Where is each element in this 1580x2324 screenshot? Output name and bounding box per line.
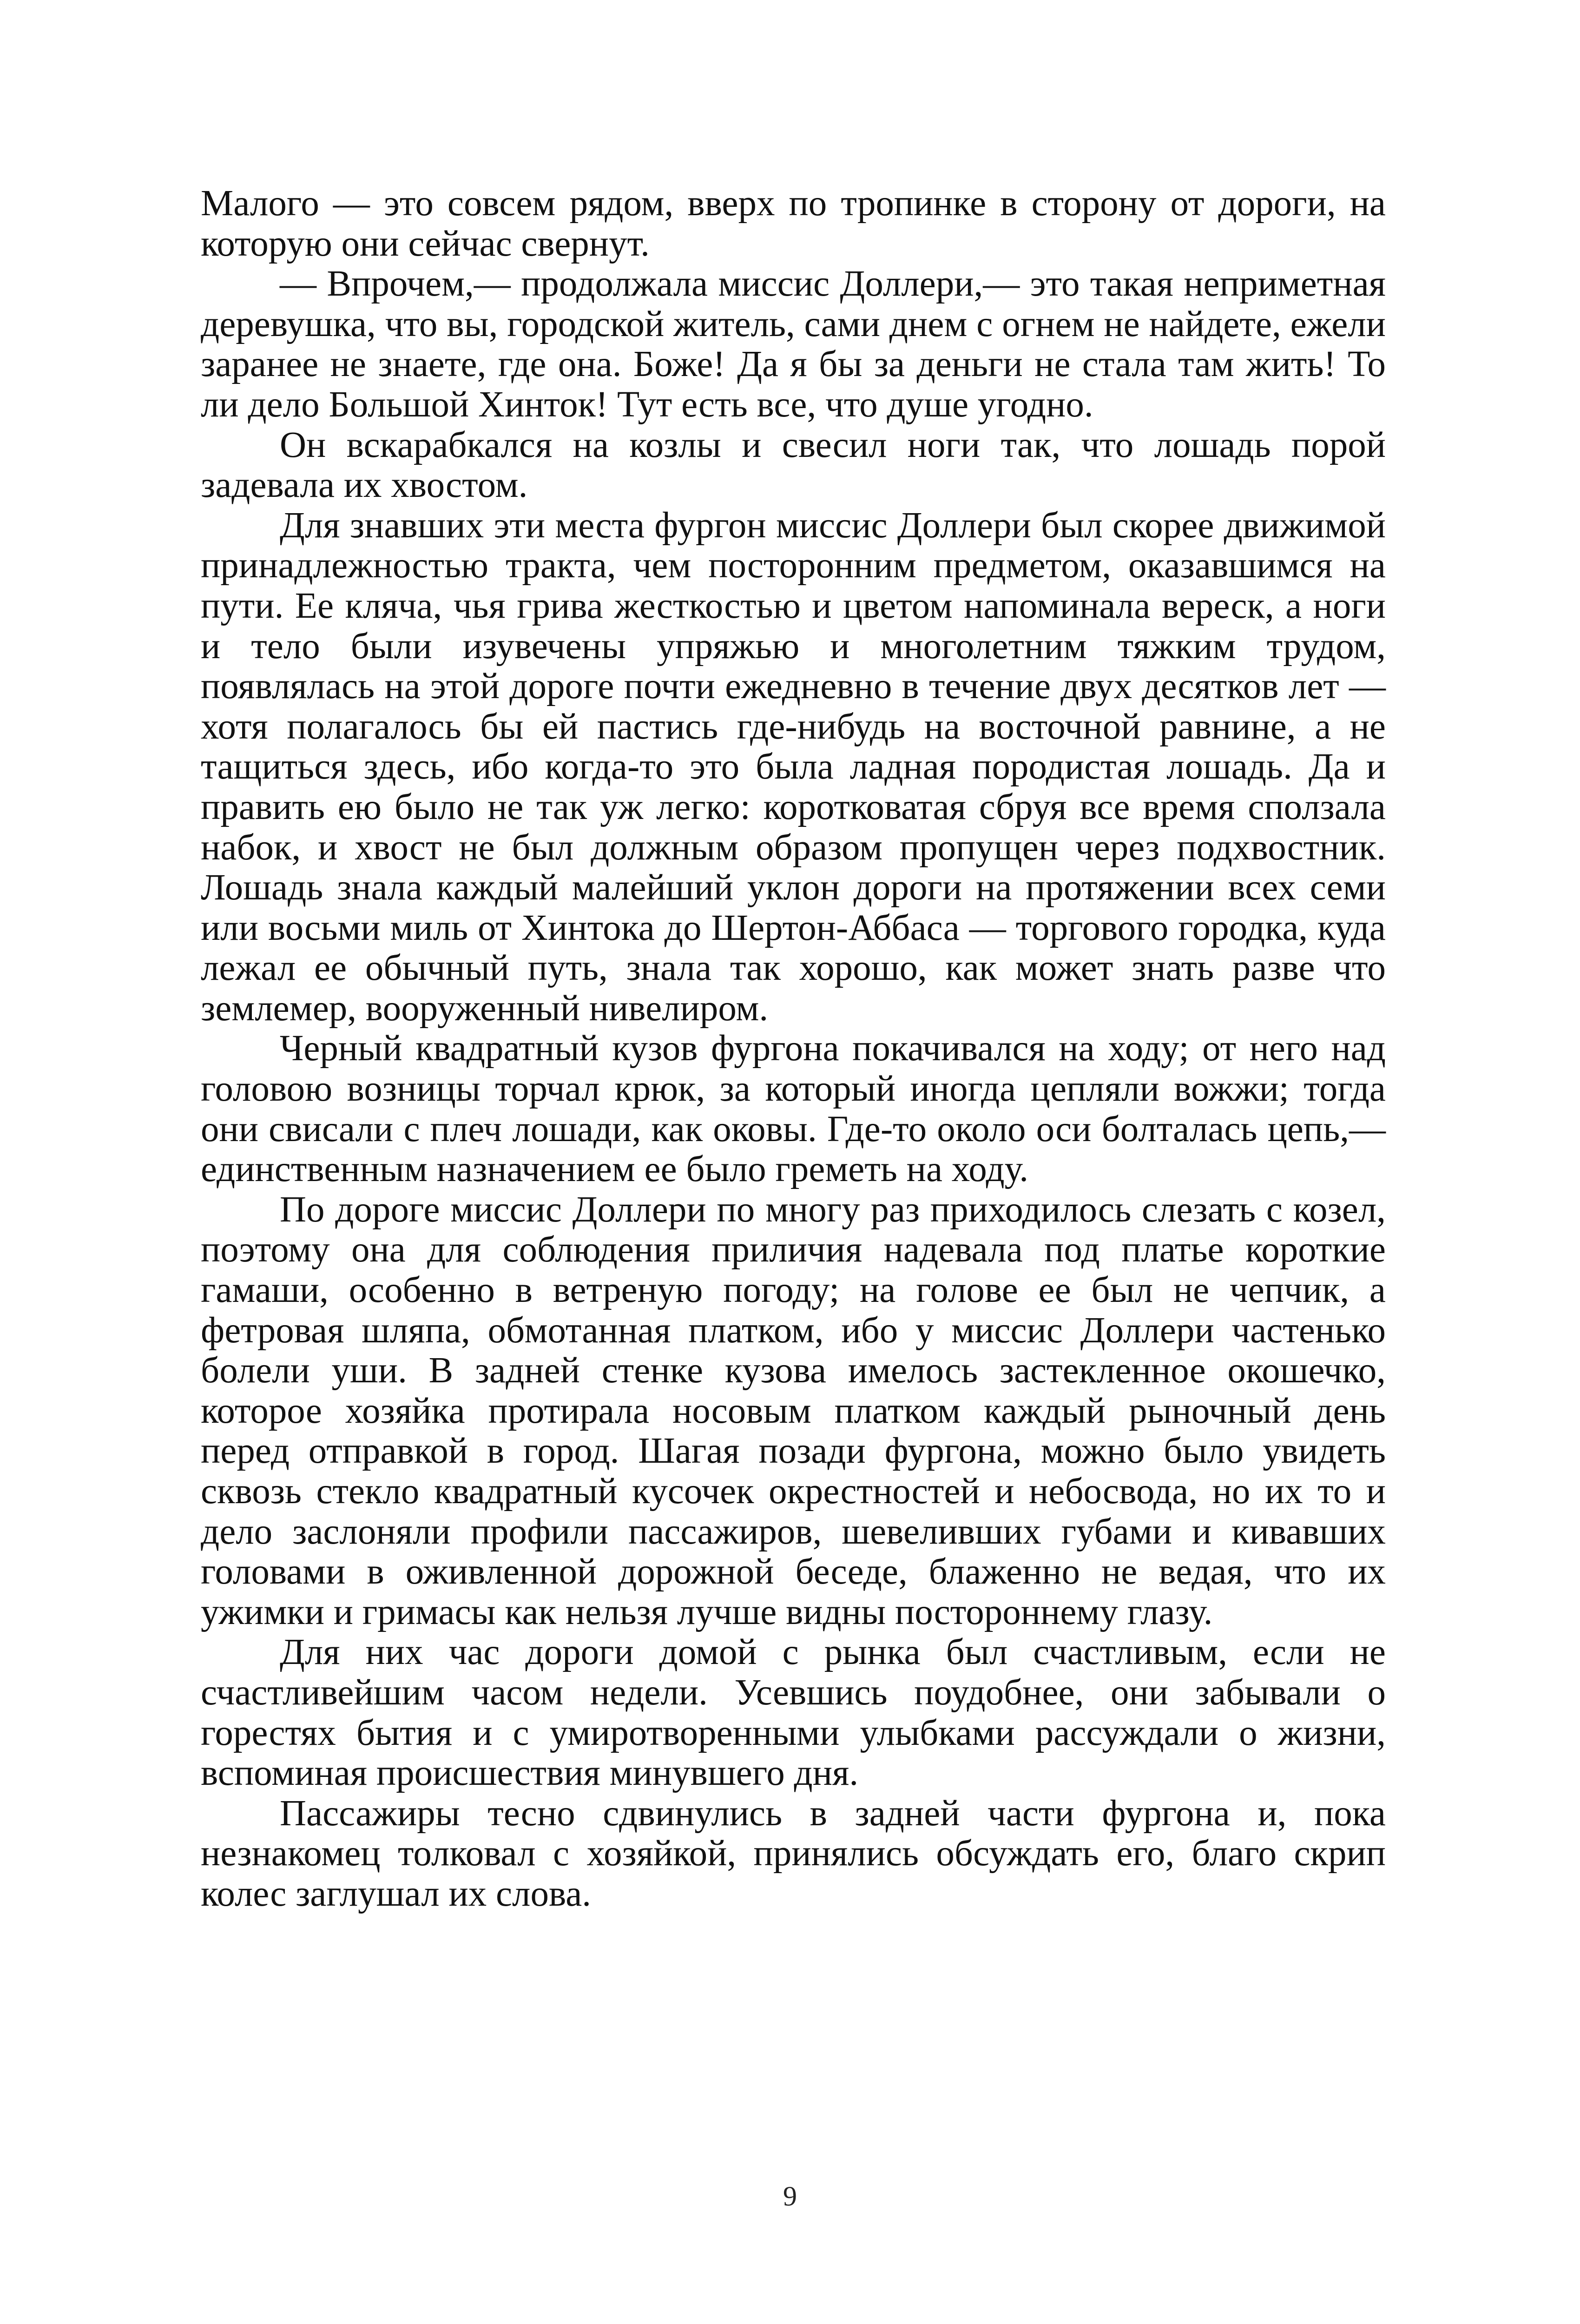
paragraph: Пассажиры тесно сдвинулись в задней части фургона и, пока незнакомец толковал с хозяйкой, принялись обсуждать его, благо скрип колес заглушал их слова. [201,1793,1386,1914]
body-text [201,184,1386,1915]
paragraph: Для них час дороги домой с рынка был счастливым, если не счастливейшим часом недели. Усевшись поудобнее, они забывали о горестях бытия и с умиротворенными улыбками рассуждали о жизни, вспоминая происшествия минувшего дня. [201,1632,1386,1794]
paragraph: — Впрочем,— продолжала миссис Доллери,— это такая неприметная деревушка, что вы, городской житель, сами днем с огнем не найдете, ежели заранее не знаете, где она. Боже! Да я бы за деньги не стала там жить! То ли дело Большой Хинток! Тут есть все, что душе угодно. [201,264,1386,425]
paragraph: Малого — это совсем рядом, вверх по тропинке в сторону от дороги, на которую они сейчас свернут. [201,183,1386,264]
paragraph: Он вскарабкался на козлы и свесил ноги так, что лошадь порой задевала их хвостом. [201,424,1386,506]
paragraph: Черный квадратный кузов фургона покачивался на ходу; от него над головою возницы торчал крюк, за который иногда цепляли вожжи; тогда они свисали с плеч лошади, как оковы. Где-то около оси болталась цепь,— единственным назначением ее было греметь на ходу. [201,1028,1386,1190]
paragraph: По дороге миссис Доллери по многу раз приходилось слезать с козел, поэтому она для соблюдения приличия надевала под платье короткие гамаши, особенно в ветреную погоду; на голове ее был не чепчик, а фетровая шляпа, обмотанная платком, ибо у миссис Доллери частенько болели уши. В задней стенке кузова имелось застекленное окошечко, которое хозяйка протирала носовым платком каждый рыночный день перед отправкой в город. Шагая позади фургона, можно было увидеть сквозь стекло квадратный кусочек окрестностей и небосвода, но их то и дело заслоняли профили пассажиров, шевеливших губами и кивавших головами в оживленной дорожной беседе, блаженно не ведая, что их ужимки и гримасы как нельзя лучше видны постороннему глазу. [201,1189,1386,1632]
paragraph: Для знавших эти места фургон миссис Доллери был скорее движимой принадлежностью тракта, чем посторонним предметом, оказавшимся на пути. Ее кляча, чья грива жесткостью и цветом напоминала вереск, а ноги и тело были изувечены упряжью и многолетним тяжким трудом, появлялась на этой дороге почти ежедневно в течение двух десятков лет — хотя полагалось бы ей пастись где-нибудь на восточной равнине, а не тащиться здесь, ибо когда-то это была ладная породистая лошадь. Да и править ею было не так уж легко: коротковатая сбруя все время сползала набок, и хвост не был должным образом пропущен через подхвостник. Лошадь знала каждый малейший уклон дороги на протяжении всех семи или восьми миль от Хинтока до Шертон-Аббаса — торгового городка, куда лежал ее обычный путь, знала так хорошо, как может знать разве что землемер, вооруженный нивелиром. [201,505,1386,1029]
page-number: 9 [783,2181,797,2212]
